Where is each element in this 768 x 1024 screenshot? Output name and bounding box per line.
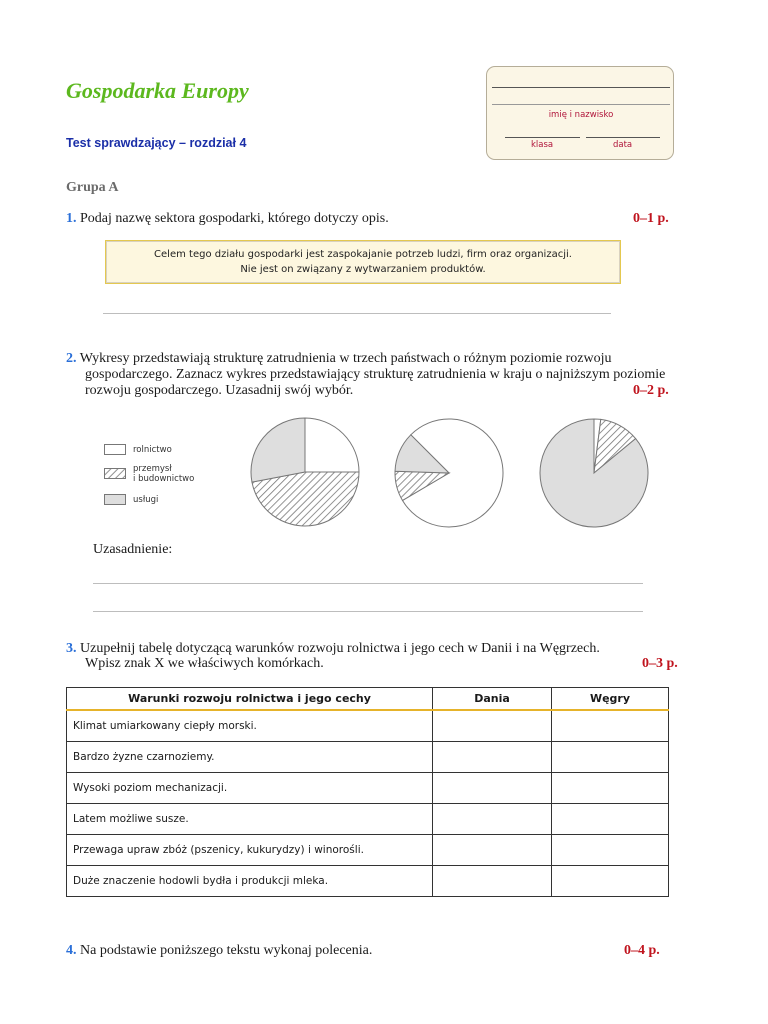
page-title: Gospodarka Europy [66, 78, 249, 103]
agriculture-table [66, 687, 669, 897]
name-label: imię i nazwisko [548, 110, 614, 120]
question-1-text: Podaj nazwę sektora gospodarki, którego dotyczy opis. [80, 211, 389, 226]
question-1-points: 0–1 p. [633, 211, 669, 226]
table-cell-condition: Wysoki poziom mechanizacji. [67, 773, 433, 804]
table-header-denmark: Dania [433, 688, 552, 711]
pie-chart-2[interactable] [395, 419, 503, 527]
question-4-points: 0–4 p. [624, 943, 660, 958]
legend-label-industry-2: i budownictwo [133, 474, 195, 484]
question-3-text-1: Uzupełnij tabelę dotyczącą warunków rozwoju rolnictwa i jego cech w Danii i na Węgrzech. [80, 641, 600, 656]
question-4-number: 4. [66, 943, 77, 958]
question-3-line-1 [66, 641, 600, 657]
date-label: data [613, 140, 633, 150]
table-header-conditions: Warunki rozwoju rolnictwa i jego cechy [67, 688, 433, 711]
definition-line-1: Celem tego działu gospodarki jest zaspokajanie potrzeb ludzi, firm oraz organizacji. [154, 249, 572, 260]
table-cell-denmark[interactable] [433, 742, 552, 773]
pie-chart-1[interactable] [251, 418, 359, 526]
legend-label-agriculture: rolnictwo [133, 445, 172, 455]
table-cell-hungary[interactable] [552, 835, 669, 866]
class-label: klasa [531, 140, 554, 150]
question-4-text: Na podstawie poniższego tekstu wykonaj polecenia. [80, 943, 373, 958]
question-2-line-2: gospodarczego. Zaznacz wykres przedstawiający strukturę zatrudnienia w kraju o najniższym poziomie [85, 367, 666, 382]
table-cell-condition: Duże znaczenie hodowli bydła i produkcji mleka. [67, 866, 433, 897]
table-cell-denmark[interactable] [433, 710, 552, 742]
pie-slice-services [251, 418, 305, 482]
pie-slice-industry [252, 472, 359, 526]
question-2-points: 0–2 p. [633, 383, 669, 398]
answer-line-q2-1[interactable] [93, 583, 643, 584]
table-cell-hungary[interactable] [552, 804, 669, 835]
question-3-number: 3. [66, 641, 77, 656]
table-cell-denmark[interactable] [433, 835, 552, 866]
table-row [67, 804, 669, 835]
question-3-line-2: Wpisz znak X we właściwych komórkach. [85, 656, 324, 671]
question-4 [66, 943, 372, 959]
table-cell-denmark[interactable] [433, 773, 552, 804]
table-row [67, 710, 669, 742]
justification-label: Uzasadnienie: [93, 542, 173, 557]
question-2-line-3: rozwoju gospodarczego. Uzasadnij swój wybór. [85, 383, 354, 398]
legend-label-services: usługi [133, 495, 159, 505]
question-1-number: 1. [66, 211, 77, 226]
table-row [67, 773, 669, 804]
table-cell-condition: Przewaga upraw zbóż (pszenicy, kukurydzy) i winorośli. [67, 835, 433, 866]
legend-label-industry-1: przemysł [133, 464, 172, 474]
table-row [67, 866, 669, 897]
table-cell-condition: Bardzo żyzne czarnoziemy. [67, 742, 433, 773]
question-3-points: 0–3 p. [642, 656, 678, 671]
table-cell-hungary[interactable] [552, 710, 669, 742]
table-cell-denmark[interactable] [433, 804, 552, 835]
table-cell-hungary[interactable] [552, 866, 669, 897]
group-label: Grupa A [66, 180, 119, 195]
question-2-text-1: Wykresy przedstawiają strukturę zatrudnienia w trzech państwach o różnym poziomie rozwoju [79, 351, 612, 366]
question-2-number: 2. [66, 351, 77, 366]
answer-line-q2-2[interactable] [93, 611, 643, 612]
table-header-row [67, 688, 669, 711]
pie-chart-3[interactable] [540, 419, 648, 527]
page-subtitle: Test sprawdzający – rozdział 4 [66, 136, 247, 150]
table-header-hungary: Węgry [552, 688, 669, 711]
table-cell-hungary[interactable] [552, 742, 669, 773]
table-cell-hungary[interactable] [552, 773, 669, 804]
definition-line-2: Nie jest on związany z wytwarzaniem produktów. [240, 264, 486, 275]
table-row [67, 835, 669, 866]
table-cell-denmark[interactable] [433, 866, 552, 897]
table-cell-condition: Klimat umiarkowany ciepły morski. [67, 710, 433, 742]
table-cell-condition: Latem możliwe susze. [67, 804, 433, 835]
pie-slice-agriculture [305, 418, 359, 472]
table-row [67, 742, 669, 773]
